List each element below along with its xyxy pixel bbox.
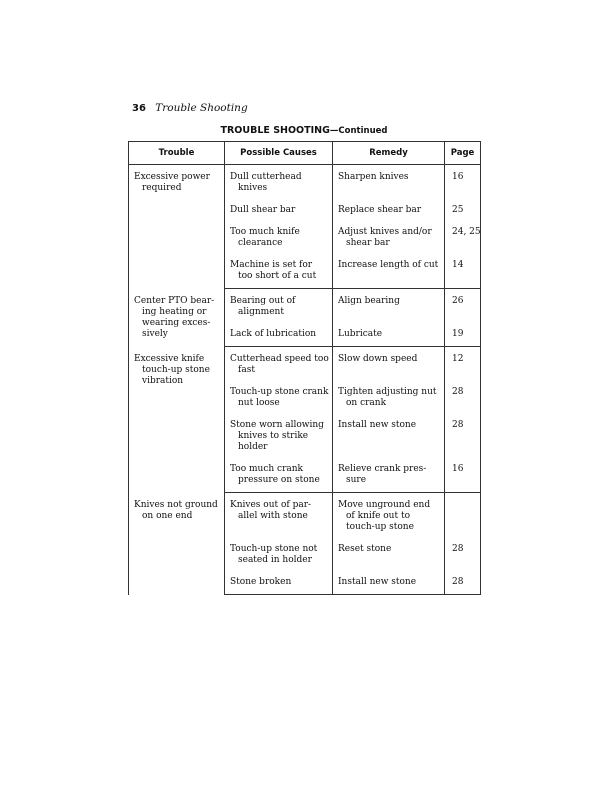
trouble-text: Knives not ground on one end [134, 499, 218, 521]
remedy-cell [333, 289, 445, 319]
page-ref: 28 [445, 409, 481, 453]
cause-cell [225, 566, 333, 595]
trouble-cell [129, 165, 225, 289]
trouble-cell [129, 289, 225, 347]
cause-text: Touch-up stone not seated in holder [230, 544, 318, 565]
section-title: Trouble Shooting [155, 102, 248, 114]
page-ref: 24, 25 [445, 216, 481, 249]
cause-cell [225, 194, 333, 216]
cause-cell [225, 493, 333, 534]
cause-cell [225, 289, 333, 319]
header-remedy: Remedy [333, 142, 445, 165]
remedy-cell [333, 347, 445, 377]
page-ref: 28 [445, 376, 481, 409]
remedy-cell [333, 493, 445, 534]
header-possible-causes: Possible Causes [225, 142, 333, 165]
remedy-text: Install new stone [338, 420, 417, 430]
table-row [129, 347, 481, 377]
cause-text: Too much knife clearance [230, 227, 300, 248]
cause-cell [225, 533, 333, 566]
trouble-cell [129, 347, 225, 493]
remedy-text: Sharpen knives [338, 172, 409, 182]
cause-text: Cutterhead speed too fast [230, 354, 329, 375]
page-ref: 19 [445, 318, 481, 347]
table-title-main: TROUBLE SHOOTING [220, 125, 330, 136]
remedy-text: Lubricate [338, 329, 383, 339]
cause-text: Too much crank pressure on stone [230, 464, 320, 485]
table-row [129, 289, 481, 319]
cause-cell [225, 165, 333, 195]
cause-cell [225, 376, 333, 409]
header-trouble: Trouble [129, 142, 225, 165]
page-ref: 28 [445, 566, 481, 595]
table-row [129, 165, 481, 195]
remedy-text: Move unground end of knife out to touch-up stone [338, 500, 431, 532]
page-ref: 28 [445, 533, 481, 566]
page-ref: 12 [445, 347, 481, 377]
cause-text: Stone worn allowing knives to strike holder [230, 420, 324, 452]
page-ref [445, 493, 481, 534]
cause-cell [225, 216, 333, 249]
page-ref: 16 [445, 165, 481, 195]
page-ref: 25 [445, 194, 481, 216]
troubleshooting-table-container [128, 141, 480, 595]
cause-cell [225, 453, 333, 493]
trouble-text: Center PTO bear-ing heating or wearing exces-sively [134, 295, 215, 339]
remedy-cell [333, 453, 445, 493]
cause-text: Dull shear bar [230, 205, 296, 215]
page-number: 36 [132, 103, 146, 114]
cause-text: Stone broken [230, 577, 292, 587]
cause-text: Knives out of par-allel with stone [230, 500, 312, 521]
cause-cell [225, 409, 333, 453]
trouble-text: Excessive power required [134, 172, 210, 193]
remedy-text: Increase length of cut [338, 260, 439, 270]
cause-text: Bearing out of alignment [230, 296, 296, 317]
remedy-cell [333, 249, 445, 289]
cause-text: Touch-up stone crank nut loose [230, 387, 329, 408]
cause-text: Dull cutterhead knives [230, 172, 302, 193]
page-ref: 26 [445, 289, 481, 319]
table-row [129, 493, 481, 534]
cause-cell [225, 318, 333, 347]
remedy-cell [333, 566, 445, 595]
remedy-text: Slow down speed [338, 354, 418, 364]
remedy-text: Install new stone [338, 577, 417, 587]
remedy-text: Relieve crank pres-sure [338, 464, 427, 485]
table-title-suffix: —Continued [329, 126, 388, 136]
cause-cell [225, 249, 333, 289]
troubleshooting-table [128, 141, 481, 595]
cause-cell [225, 347, 333, 377]
remedy-cell [333, 216, 445, 249]
remedy-cell [333, 409, 445, 453]
page-header [132, 102, 248, 114]
page-ref: 14 [445, 249, 481, 289]
remedy-text: Align bearing [338, 296, 400, 306]
remedy-cell [333, 165, 445, 195]
header-page: Page [445, 142, 481, 165]
remedy-cell [333, 533, 445, 566]
remedy-text: Adjust knives and/or shear bar [338, 227, 432, 248]
table-header-row [129, 142, 481, 165]
page-ref: 16 [445, 453, 481, 493]
remedy-text: Replace shear bar [338, 205, 422, 215]
cause-text: Machine is set for too short of a cut [230, 260, 317, 281]
remedy-text: Tighten adjusting nut on crank [338, 387, 437, 408]
remedy-text: Reset stone [338, 544, 392, 554]
trouble-cell [129, 493, 225, 595]
table-title [128, 125, 480, 136]
trouble-text: Excessive knife touch-up stone vibration [134, 353, 210, 386]
remedy-cell [333, 376, 445, 409]
cause-text: Lack of lubrication [230, 329, 317, 339]
remedy-cell [333, 318, 445, 347]
remedy-cell [333, 194, 445, 216]
